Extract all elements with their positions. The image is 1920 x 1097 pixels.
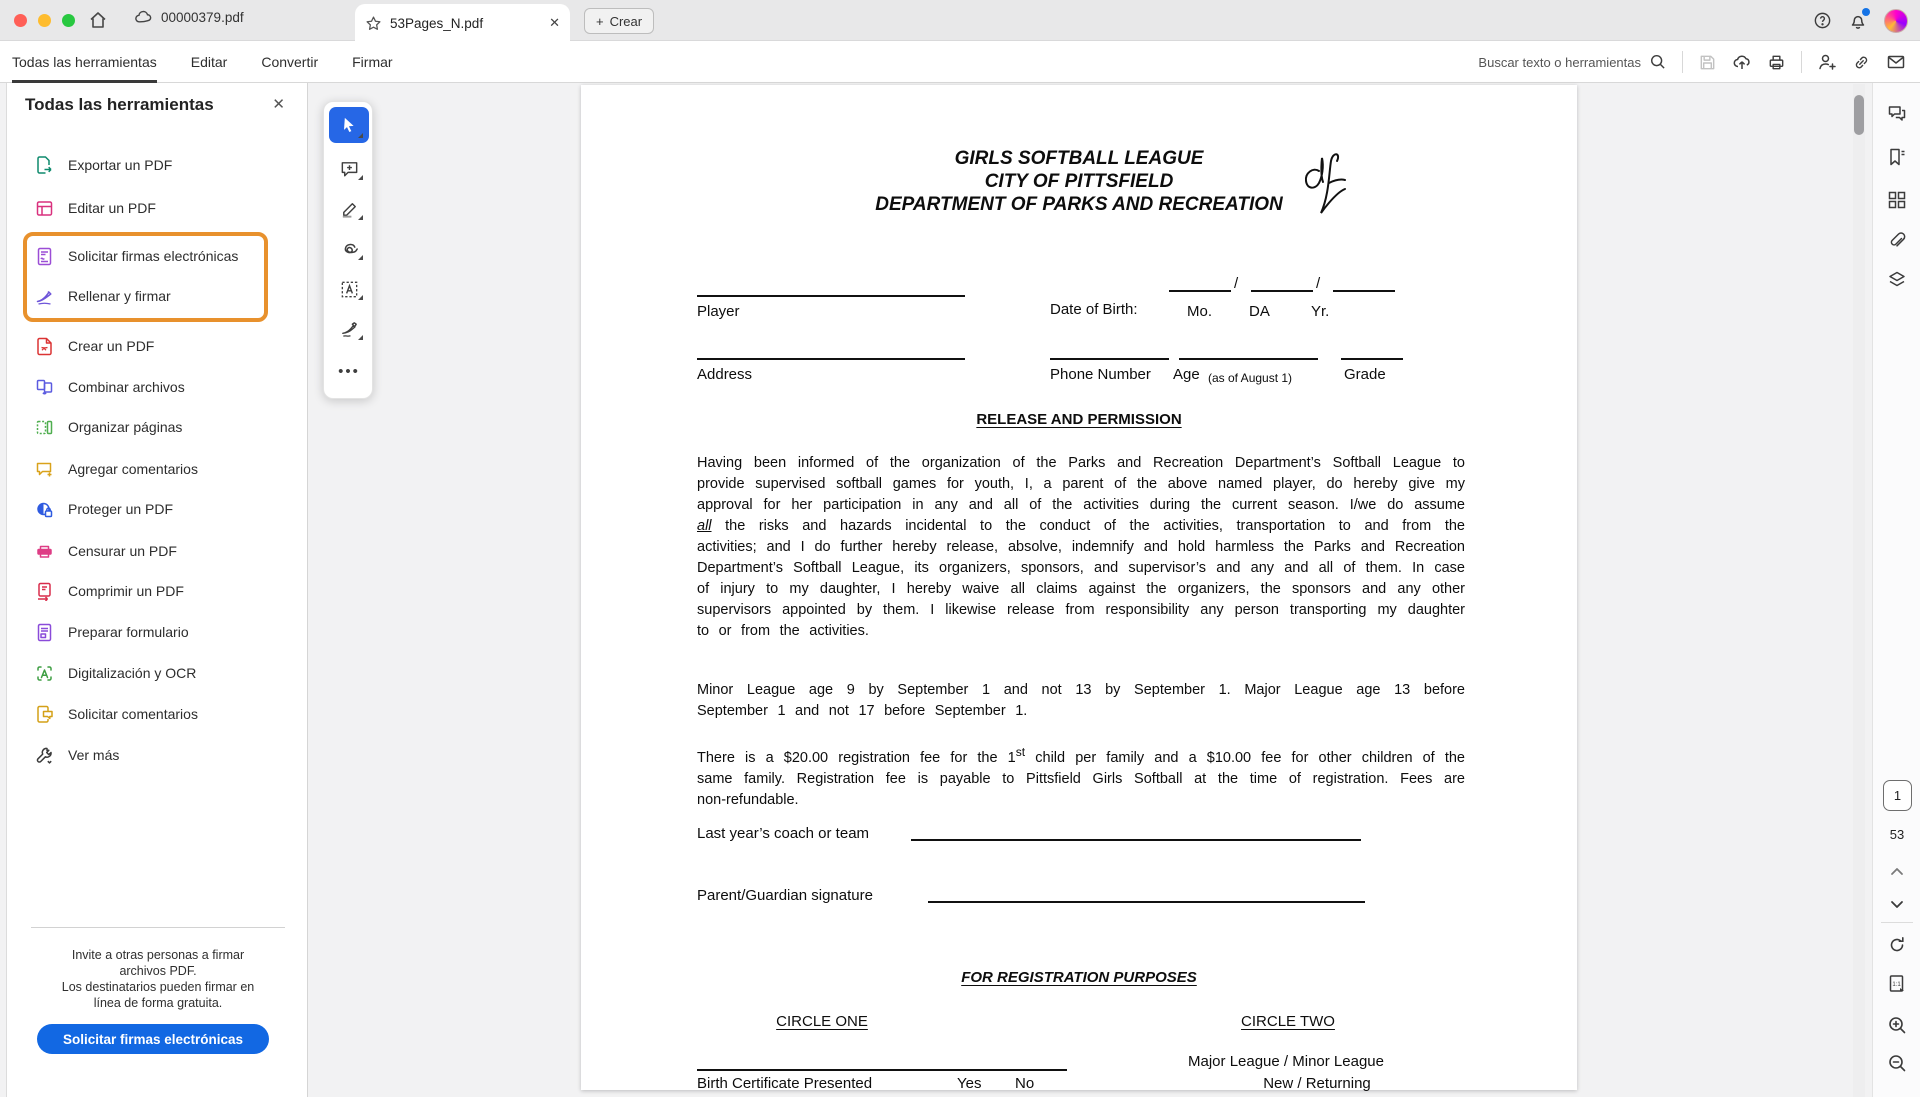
star-icon[interactable] [365,15,382,32]
next-page-icon[interactable] [1889,896,1905,912]
invite-text-line: archivos PDF. [119,964,197,978]
tab-bar [0,0,1920,41]
grade-label: Grade [1344,366,1386,383]
tool-comprimir-un-pdf[interactable]: Comprimir un PDF [35,578,184,604]
pdf-page[interactable] [581,85,1577,1090]
guardian-signature-label: Parent/Guardian signature [697,887,873,904]
vertical-scrollbar[interactable] [1853,84,1865,1097]
cloud-upload-icon[interactable] [1732,52,1752,72]
add-person-icon[interactable] [1817,52,1837,72]
page-number-input[interactable] [1884,781,1911,810]
tool-combinar-archivos[interactable]: Combinar archivos [35,374,185,400]
player-label: Player [697,303,740,320]
dob-day-line [1251,290,1313,292]
tool-proteger-un-pdf[interactable]: Proteger un PDF [35,496,173,522]
help-icon[interactable] [1813,11,1832,30]
menu-editar[interactable]: Editar [190,54,228,70]
close-icon[interactable]: ✕ [549,15,560,30]
coach-label: Last year’s coach or team [697,825,870,842]
fill-sign-tool[interactable] [329,313,369,345]
release-paragraph: Having been informed of the organization of the Parks and Recreation Department’s Softball League to provide supervised softball games for youth, I, a parent of the above named player, do hereby give my approval for her participation in any and all of the activities during the current season. I/we do assume all the risks and hazards incidental to the conduct of the activities, transportation to and from the activities; and I do further hereby release, absolve, indemnify and hold harmless the Parks and Recreation Department’s Softball League, its organizers, sponsors, and supervisor’s and any and all of them. In case of injury to my daughter, I hereby waive all claims against the organizers, the sponsors and any other supervisors appointed by them. I likewise release from responsibility any person transporting my daughter to or from the activities. [697,455,1465,639]
status-options: New / Returning [1263,1075,1371,1092]
previous-page-icon[interactable] [1889,864,1905,880]
scrollbar-thumb[interactable] [1854,95,1864,135]
invite-text-line: Invite a otras personas a firmar [71,948,245,962]
svg-text:1:1: 1:1 [1892,982,1901,988]
attachments-icon[interactable] [1886,229,1908,251]
tool-digitalizacion-y-ocr[interactable]: Digitalización y OCR [35,660,196,686]
tool-agregar-comentarios[interactable]: Agregar comentarios [35,456,198,482]
tool-rellenar-y-firmar[interactable]: Rellenar y firmar [35,283,171,309]
page-total: 53 [1889,827,1905,842]
page-fit-icon[interactable] [1886,973,1908,995]
age-label: Age [1173,366,1200,383]
home-icon[interactable] [88,10,108,30]
menu-todas-las-herramientas[interactable]: Todas las herramientas [12,41,157,83]
fill-sign-icon [35,287,54,306]
invite-text-line: línea de forma gratuita. [93,996,223,1010]
mail-icon[interactable] [1886,52,1906,72]
wrench-icon [35,746,54,765]
day-label: DA [1249,303,1270,320]
right-rail [1872,83,1920,1097]
print-icon[interactable] [1767,53,1786,72]
fee-paragraph: There is a $20.00 registration fee for the 1st child per family and a $10.00 fee for other children of the same family. Registration fee is payable to Pittsfield Girls Softball at the time of registration. Fees are non-refundable. [697,745,1465,808]
tool-crear-un-pdf[interactable]: Crear un PDF [35,333,154,359]
window-close-button[interactable] [14,14,27,27]
organize-pages-icon [35,418,54,437]
document-title: GIRLS SOFTBALL LEAGUE CITY OF PITTSFIELD DEPARTMENT OF PARKS AND RECREATION [875,148,1283,215]
redact-pdf-icon [35,542,54,561]
search-icon[interactable] [1649,53,1667,71]
guardian-blank-line [928,901,1365,903]
coach-blank-line [911,839,1361,841]
age-note: (as of August 1) [1208,371,1293,385]
link-icon[interactable] [1852,53,1871,72]
birth-cert-blank-line [697,1069,1067,1071]
month-label: Mo. [1187,303,1213,320]
address-blank-line [697,358,965,360]
tab-label: 53Pages_N.pdf [390,15,484,31]
toolbar-divider [1682,51,1683,73]
add-comment-tool[interactable] [329,153,369,185]
zoom-out-icon[interactable] [1886,1052,1908,1074]
league-age-paragraph: Minor League age 9 by September 1 and not 13 by September 1. Major League age 13 before September 1 and not 17 before September 1. [697,682,1465,719]
release-heading: RELEASE AND PERMISSION [976,411,1182,428]
create-tab-button[interactable]: + Crear [584,8,654,34]
comments-icon[interactable] [1886,103,1908,125]
window-minimize-button[interactable] [38,14,51,27]
combine-files-icon [35,378,54,397]
cloud-icon [134,8,153,27]
age-blank-line [1179,358,1318,360]
circle-one-heading: CIRCLE ONE [776,1013,868,1030]
request-signatures-icon [35,247,54,266]
all-tools-panel [6,83,308,1097]
birth-cert-label: Birth Certificate Presented [697,1075,873,1092]
rotate-icon[interactable] [1886,934,1908,956]
more-tools[interactable]: ••• [338,362,360,380]
avatar[interactable] [1884,9,1908,33]
highlight-tool[interactable] [329,193,369,225]
tool-solicitar-firmas-electronicas[interactable]: Solicitar firmas electrónicas [35,243,238,269]
menu-bar [0,41,1920,83]
tool-organizar-paginas[interactable]: Organizar páginas [35,414,182,440]
thumbnails-icon[interactable] [1886,189,1908,211]
create-pdf-icon [35,337,54,356]
add-comments-icon [35,460,54,479]
rail-divider [1881,922,1913,923]
notification-dot [1862,8,1870,16]
tool-solicitar-comentarios[interactable]: Solicitar comentarios [35,701,198,727]
circle-two-heading: CIRCLE TWO [1241,1013,1335,1030]
prepare-form-icon [35,623,54,642]
scan-ocr-icon [35,664,54,683]
tool-exportar-un-pdf[interactable]: Exportar un PDF [35,152,172,178]
export-pdf-icon [35,156,54,175]
tool-editar-un-pdf[interactable]: Editar un PDF [35,195,156,221]
bookmarks-icon[interactable] [1886,146,1908,168]
bell-icon[interactable] [1848,11,1868,31]
phone-blank-line [1050,358,1169,360]
yes-option: Yes [957,1075,982,1092]
toolbar-divider [1801,51,1802,73]
invite-text-line: Los destinatarios pueden firmar en [61,980,255,994]
dob-slash: / [1234,275,1239,292]
select-text-tool[interactable] [329,273,369,305]
panel-divider [31,927,285,928]
no-option: No [1015,1075,1035,1092]
tool-preparar-formulario[interactable]: Preparar formulario [35,619,189,645]
close-icon[interactable]: ✕ [272,96,285,113]
handwritten-initials [1299,149,1355,223]
panel-title: Todas las herramientas [25,95,214,114]
tool-censurar-un-pdf[interactable]: Censurar un PDF [35,538,177,564]
league-options: Major League / Minor League [1188,1053,1384,1070]
select-tool[interactable] [329,107,369,143]
zoom-in-icon[interactable] [1886,1014,1908,1036]
window-zoom-button[interactable] [62,14,75,27]
compress-pdf-icon [35,582,54,601]
search-field[interactable] [1469,53,1667,71]
quick-tools-palette [323,101,373,399]
phone-label: Phone Number [1050,366,1151,383]
layers-icon[interactable] [1886,269,1908,291]
tab-document-2-active[interactable] [355,4,570,42]
edit-pdf-icon [35,199,54,218]
tool-ver-mas[interactable]: Ver más [35,742,119,768]
dob-slash: / [1316,275,1321,292]
page-number-box[interactable] [1883,780,1912,811]
menu-convertir[interactable]: Convertir [261,54,319,70]
tab-label: 00000379.pdf [161,10,244,25]
request-signatures-button[interactable]: Solicitar firmas electrónicas [37,1024,269,1054]
address-label: Address [697,366,753,383]
draw-tool[interactable] [329,233,369,265]
year-label: Yr. [1311,303,1330,320]
search-input[interactable] [1469,55,1641,70]
menu-firmar[interactable]: Firmar [352,54,393,70]
dob-label: Date of Birth: [1050,301,1138,318]
player-blank-line [697,295,965,297]
dob-month-line [1169,290,1231,292]
plus-icon: + [596,13,604,29]
grade-blank-line [1341,358,1403,360]
save-icon [1698,53,1717,72]
request-comments-icon [35,705,54,724]
tab-document-1[interactable] [134,8,244,27]
protect-pdf-icon [35,500,54,519]
registration-heading: FOR REGISTRATION PURPOSES [961,969,1197,986]
dob-year-line [1333,290,1395,292]
